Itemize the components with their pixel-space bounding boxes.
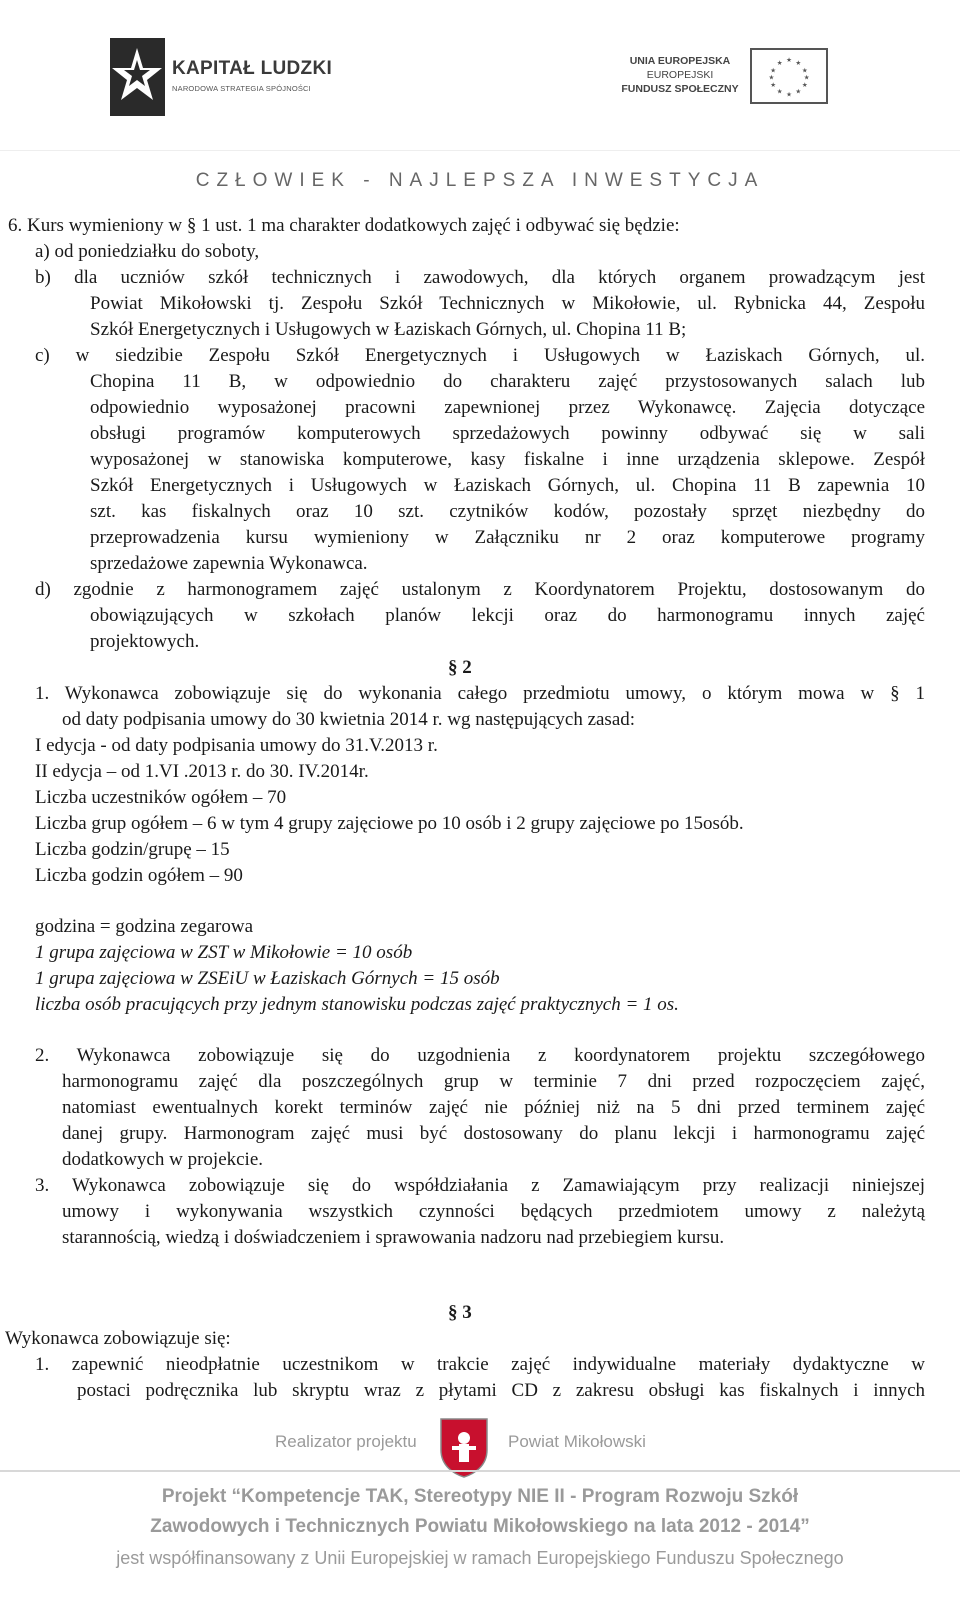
group-zseiu: 1 grupa zajęciowa w ZSEiU w Łaziskach Górnych = 15 osób bbox=[35, 968, 500, 989]
page-footer bbox=[0, 1410, 960, 1623]
hour-definition: godzina = godzina zegarowa bbox=[35, 916, 254, 937]
svg-text:★: ★ bbox=[770, 66, 777, 75]
realizator-label: Realizator projektu bbox=[275, 1432, 417, 1451]
section-3-intro: Wykonawca zobowiązuje się: bbox=[5, 1328, 231, 1349]
item-6c-line-5: wyposażonej w stanowiska komputerowe, kasy fiskalne i inne urządzenia sklepowe. Zespół bbox=[90, 449, 925, 470]
kapital-ludzki-star-icon bbox=[110, 38, 165, 116]
item-6c-line-6: Szkół Energetycznych i Usługowych w Łaziskach Górnych, ul. Chopina 11 B zapewnia 10 bbox=[90, 475, 925, 496]
groups-total: Liczba grup ogółem – 6 w tym 4 grupy zajęciowe po 10 osób i 2 grupy zajęciowe po 15osób. bbox=[35, 813, 744, 834]
participants-total: Liczba uczestników ogółem – 70 bbox=[35, 787, 287, 808]
item-6: 6. Kurs wymieniony w § 1 ust. 1 ma charakter dodatkowych zajęć i odbywać się będzie: bbox=[8, 215, 680, 236]
item-6b-line-1: b) dla uczniów szkół technicznych i zawodowych, dla których organem prowadzącym jest bbox=[35, 267, 925, 288]
powiat-label: Powiat Mikołowski bbox=[508, 1432, 646, 1451]
svg-text:★: ★ bbox=[786, 56, 792, 65]
svg-text:★: ★ bbox=[795, 58, 802, 67]
svg-text:★: ★ bbox=[768, 73, 775, 82]
svg-text:★: ★ bbox=[770, 81, 777, 90]
item-6c-line-7: szt. kas fiskalnych oraz 10 szt. czytników kodów, pozostały sprzęt niezbędny do bbox=[90, 501, 925, 522]
header-motto: CZŁOWIEK - NAJLEPSZA INWESTYCJA bbox=[195, 170, 765, 191]
svg-text:★: ★ bbox=[786, 90, 792, 99]
page-header bbox=[0, 0, 960, 205]
s3-item-1-line-2: postaci podręcznika lub skryptu wraz z płytami CD z zakresu obsługi kas fiskalnych i innych bbox=[77, 1380, 925, 1401]
s2-item-2-line-2: harmonogramu zajęć dla poszczególnych grup w terminie 7 dni przed rozpoczęciem zajęć, bbox=[62, 1071, 925, 1092]
item-6a: a) od poniedziałku do soboty, bbox=[35, 241, 260, 262]
coat-of-arms-icon bbox=[438, 1416, 490, 1478]
item-6d-line-1: d) zgodnie z harmonogramem zajęć ustalonym z Koordynatorem Projektu, dostosowanym do bbox=[35, 579, 925, 600]
edition-2: II edycja – od 1.VI .2013 r. do 30. IV.2014r. bbox=[35, 761, 369, 782]
svg-text:★: ★ bbox=[795, 87, 802, 96]
s2-item-2-line-1: 2. Wykonawca zobowiązuje się do uzgodnienia z koordynatorem projektu szczegółowego bbox=[35, 1045, 925, 1066]
item-6c-line-8: przeprowadzenia kursu wymieniony w Załączniku nr 2 oraz komputerowe programy bbox=[90, 527, 925, 548]
hours-total: Liczba godzin ogółem – 90 bbox=[35, 865, 243, 886]
item-6c-line-4: obsługi programów komputerowych sprzedażowych powinny odbywać się w sali bbox=[90, 423, 925, 444]
eu-flag-icon bbox=[750, 48, 828, 104]
svg-text:★: ★ bbox=[801, 81, 808, 90]
eu-logo bbox=[620, 48, 835, 118]
footer-divider bbox=[0, 1470, 960, 1472]
s2-item-3-line-3: starannością, wiedzą i doświadczeniem i sprawowania nadzoru nad przebiegiem kursu. bbox=[62, 1227, 725, 1248]
header-divider bbox=[0, 150, 960, 151]
s2-item-2-line-4: danej grupy. Harmonogram zajęć musi być dostosowany do planu lekcji i harmonogramu zajęć bbox=[62, 1123, 925, 1144]
s2-item-3-line-2: umowy i wykonywania wszystkich czynności będących przedmiotem umowy z należytą bbox=[62, 1201, 925, 1222]
section-2-heading: § 2 bbox=[448, 657, 472, 678]
s2-item-2-line-3: natomiast ewentualnych korekt terminów zajęć nie później niż na 5 dni przed terminem zajęć bbox=[62, 1097, 925, 1118]
svg-text:★: ★ bbox=[776, 87, 783, 96]
item-6b-line-3: Szkół Energetycznych i Usługowych w Łaziskach Górnych, ul. Chopina 11 B; bbox=[90, 319, 687, 340]
eu-line-3: FUNDUSZ SPOŁECZNY bbox=[621, 83, 739, 95]
logo-title: KAPITAŁ LUDZKI bbox=[172, 58, 333, 79]
hours-per-group: Liczba godzin/grupę – 15 bbox=[35, 839, 230, 860]
eu-line-2: EUROPEJSKI bbox=[646, 69, 714, 81]
project-title-line-1: Projekt “Kompetencje TAK, Stereotypy NIE II - Program Rozwoju Szkół bbox=[161, 1486, 799, 1507]
item-6b-line-2: Powiat Mikołowski tj. Zespołu Szkół Technicznych w Mikołowie, ul. Rybnicka 44, Zespołu bbox=[90, 293, 925, 314]
cofinancing-note: jest współfinansowany z Unii Europejskiej w ramach Europejskiego Funduszu Społecznego bbox=[116, 1548, 844, 1568]
item-6c-line-1: c) w siedzibie Zespołu Szkół Energetycznych i Usługowych w Łaziskach Górnych, ul. bbox=[35, 345, 925, 366]
project-title-line-2: Zawodowych i Technicznych Powiatu Mikołowskiego na lata 2012 - 2014” bbox=[150, 1516, 810, 1537]
persons-per-station: liczba osób pracujących przy jednym stanowisku podczas zajęć praktycznych = 1 os. bbox=[35, 994, 679, 1015]
logo-subtitle: NARODOWA STRATEGIA SPÓJNOŚCI bbox=[172, 84, 311, 93]
s2-item-1-line-1: 1. Wykonawca zobowiązuje się do wykonania całego przedmiotu umowy, o którym mowa w § 1 bbox=[35, 683, 925, 704]
eu-line-1: UNIA EUROPEJSKA bbox=[629, 55, 731, 67]
item-6c-line-2: Chopina 11 B, w odpowiednio do charakteru zajęć przystosowanych salach lub bbox=[90, 371, 925, 392]
svg-text:★: ★ bbox=[801, 66, 808, 75]
item-6d-line-3: projektowych. bbox=[90, 631, 200, 652]
s2-item-3-line-1: 3. Wykonawca zobowiązuje się do współdziałania z Zamawiającym przy realizacji niniejszej bbox=[35, 1175, 925, 1196]
section-3-heading: § 3 bbox=[448, 1302, 472, 1323]
item-6c-line-9: sprzedażowe zapewnia Wykonawca. bbox=[90, 553, 368, 574]
svg-text:★: ★ bbox=[776, 58, 783, 67]
svg-text:★: ★ bbox=[803, 73, 810, 82]
s2-item-2-line-5: dodatkowych w projekcie. bbox=[62, 1149, 264, 1170]
kapital-ludzki-logo bbox=[110, 38, 350, 116]
edition-1: I edycja - od daty podpisania umowy do 31.V.2013 r. bbox=[35, 735, 438, 756]
s3-item-1-line-1: 1. zapewnić nieodpłatnie uczestnikom w trakcie zajęć indywidualne materiały dydaktyczne w bbox=[35, 1354, 925, 1375]
eu-logo-text bbox=[620, 54, 740, 96]
s2-item-1-line-2: od daty podpisania umowy do 30 kwietnia 2014 r. wg następujących zasad: bbox=[62, 709, 636, 730]
group-zst: 1 grupa zajęciowa w ZST w Mikołowie = 10 osób bbox=[35, 942, 413, 963]
item-6d-line-2: obowiązujących w szkołach planów lekcji oraz do harmonogramu innych zajęć bbox=[90, 605, 925, 626]
item-6c-line-3: odpowiednio wyposażonej pracowni zapewnionej przez Wykonawcę. Zajęcia dotyczące bbox=[90, 397, 925, 418]
